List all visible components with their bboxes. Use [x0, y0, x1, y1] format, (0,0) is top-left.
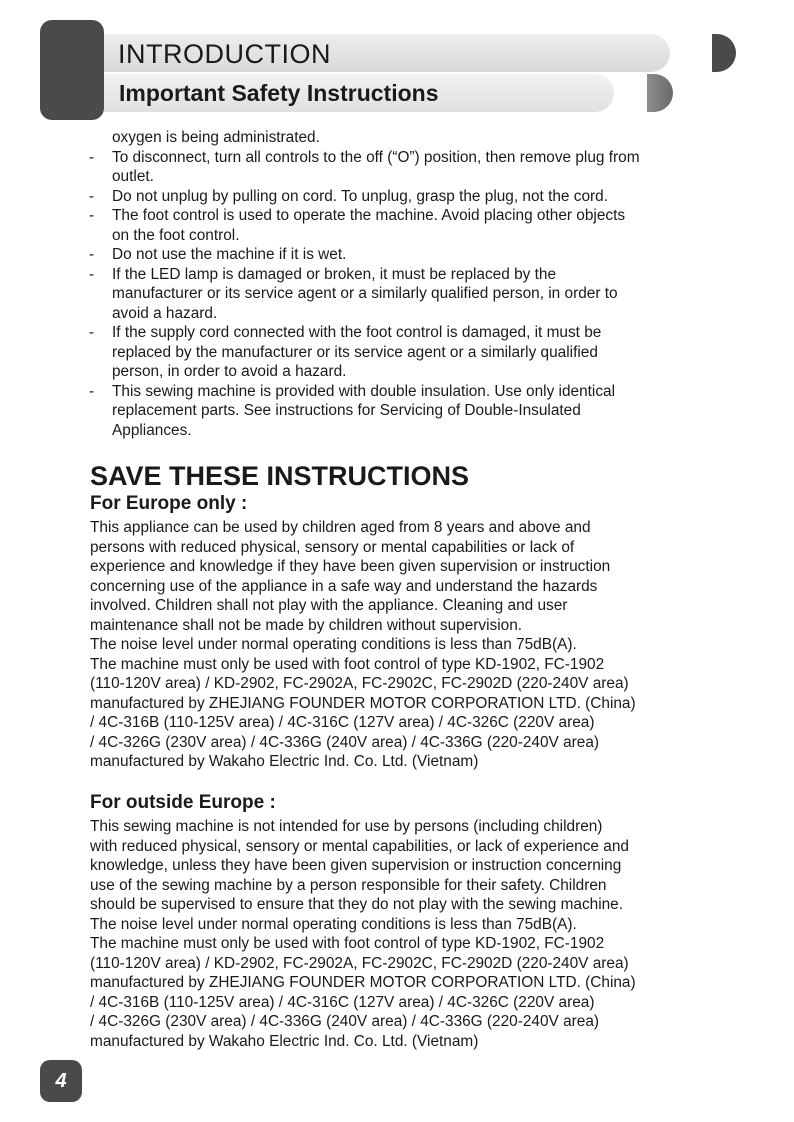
- bullet-dash: -: [89, 187, 95, 205]
- bullet-line: Do not unplug by pulling on cord. To unplug, grasp the plug, not the cord.: [112, 187, 608, 205]
- bullet-line: on the foot control.: [112, 226, 240, 244]
- paragraph-line: involved. Children shall not play with the appliance. Cleaning and user: [90, 597, 568, 614]
- header-right-tab-gap: [700, 34, 712, 72]
- paragraph-line: / 4C-326G (230V area) / 4C-336G (240V area) / 4C-336G (220-240V area): [90, 1013, 600, 1030]
- bullet-line: To disconnect, turn all controls to the off (“O”) position, then remove plug from: [112, 148, 640, 166]
- bullet-dash: -: [89, 324, 95, 341]
- bullet-dash: -: [89, 382, 95, 400]
- paragraph-line: / 4C-316B (110-125V area) / 4C-316C (127V area) / 4C-326C (220V area): [90, 993, 595, 1011]
- page-number: 4: [40, 1060, 82, 1102]
- outside-europe-heading: For outside Europe :: [90, 792, 276, 813]
- paragraph-line: use of the sewing machine by a person responsible for their safety. Children: [90, 876, 607, 894]
- paragraph-line: manufactured by ZHEJIANG FOUNDER MOTOR CORPORATION LTD. (China): [90, 974, 636, 991]
- section-subtitle: Important Safety Instructions: [119, 80, 439, 106]
- bullet-dash: -: [89, 246, 95, 263]
- paragraph-line: knowledge, unless they have been given supervision or instruction concerning: [90, 857, 622, 874]
- europe-paragraph: [90, 518, 730, 772]
- paragraph-line: manufactured by Wakaho Electric Ind. Co. Ltd. (Vietnam): [90, 753, 479, 770]
- outside-europe-paragraph: [90, 817, 730, 1051]
- bullet-dash: -: [89, 265, 95, 283]
- paragraph-line: (110-120V area) / KD-2902, FC-2902A, FC-2902C, FC-2902D (220-240V area): [90, 675, 629, 692]
- bullet-line: This sewing machine is provided with double insulation. Use only identical: [112, 382, 616, 400]
- bullet-line: Appliances.: [112, 421, 192, 439]
- paragraph-line: The noise level under normal operating conditions is less than 75dB(A).: [90, 915, 577, 933]
- paragraph-line: manufactured by Wakaho Electric Ind. Co. Ltd. (Vietnam): [90, 1032, 479, 1050]
- paragraph-line: experience and knowledge if they have been given supervision or instruction: [90, 558, 611, 575]
- bullet-line: If the LED lamp is damaged or broken, it must be replaced by the: [112, 265, 556, 283]
- paragraph-line: manufactured by ZHEJIANG FOUNDER MOTOR CORPORATION LTD. (China): [90, 694, 636, 712]
- section-title: INTRODUCTION: [118, 39, 331, 69]
- paragraph-line: concerning use of the appliance in a safe way and understand the hazards: [90, 577, 598, 595]
- bullet-dash: -: [89, 148, 95, 166]
- bullet-line: avoid a hazard.: [112, 304, 218, 322]
- header-side-tab: [40, 20, 104, 120]
- bullet-line: If the supply cord connected with the foot control is damaged, it must be: [112, 324, 602, 341]
- bullet-line: manufacturer or its service agent or a similarly qualified person, in order to: [112, 285, 618, 302]
- bullet-dash: -: [89, 207, 95, 224]
- paragraph-line: This sewing machine is not intended for use by persons (including children): [90, 818, 603, 835]
- bullet-line: outlet.: [112, 168, 154, 185]
- save-instructions-heading: SAVE THESE INSTRUCTIONS: [90, 461, 470, 491]
- paragraph-line: / 4C-316B (110-125V area) / 4C-316C (127V area) / 4C-326C (220V area): [90, 714, 595, 731]
- paragraph-line: This appliance can be used by children aged from 8 years and above and: [90, 519, 591, 536]
- europe-heading: For Europe only :: [90, 493, 248, 514]
- header-right-tab-grey-gap: [637, 74, 647, 112]
- continued-line: oxygen is being administrated.: [112, 129, 320, 146]
- paragraph-line: The noise level under normal operating conditions is less than 75dB(A).: [90, 636, 577, 653]
- paragraph-line: should be supervised to ensure that they do not play with the sewing machine.: [90, 896, 624, 913]
- paragraph-line: persons with reduced physical, sensory or mental capabilities or lack of: [90, 538, 575, 556]
- bullet-line: person, in order to avoid a hazard.: [112, 363, 347, 380]
- paragraph-line: The machine must only be used with foot control of type KD-1902, FC-1902: [90, 655, 605, 673]
- bullet-line: replaced by the manufacturer or its service agent or a similarly qualified: [112, 343, 598, 361]
- paragraph-line: (110-120V area) / KD-2902, FC-2902A, FC-2902C, FC-2902D (220-240V area): [90, 954, 629, 972]
- paragraph-line: maintenance shall not be made by children without supervision.: [90, 616, 523, 634]
- bullet-line: Do not use the machine if it is wet.: [112, 246, 347, 263]
- paragraph-line: / 4C-326G (230V area) / 4C-336G (240V area) / 4C-336G (220-240V area): [90, 733, 600, 751]
- bullet-line: replacement parts. See instructions for Servicing of Double-Insulated: [112, 402, 581, 419]
- paragraph-line: The machine must only be used with foot control of type KD-1902, FC-1902: [90, 935, 605, 952]
- paragraph-line: with reduced physical, sensory or mental capabilities, or lack of experience and: [90, 837, 629, 855]
- bullet-line: The foot control is used to operate the machine. Avoid placing other objects: [112, 207, 626, 224]
